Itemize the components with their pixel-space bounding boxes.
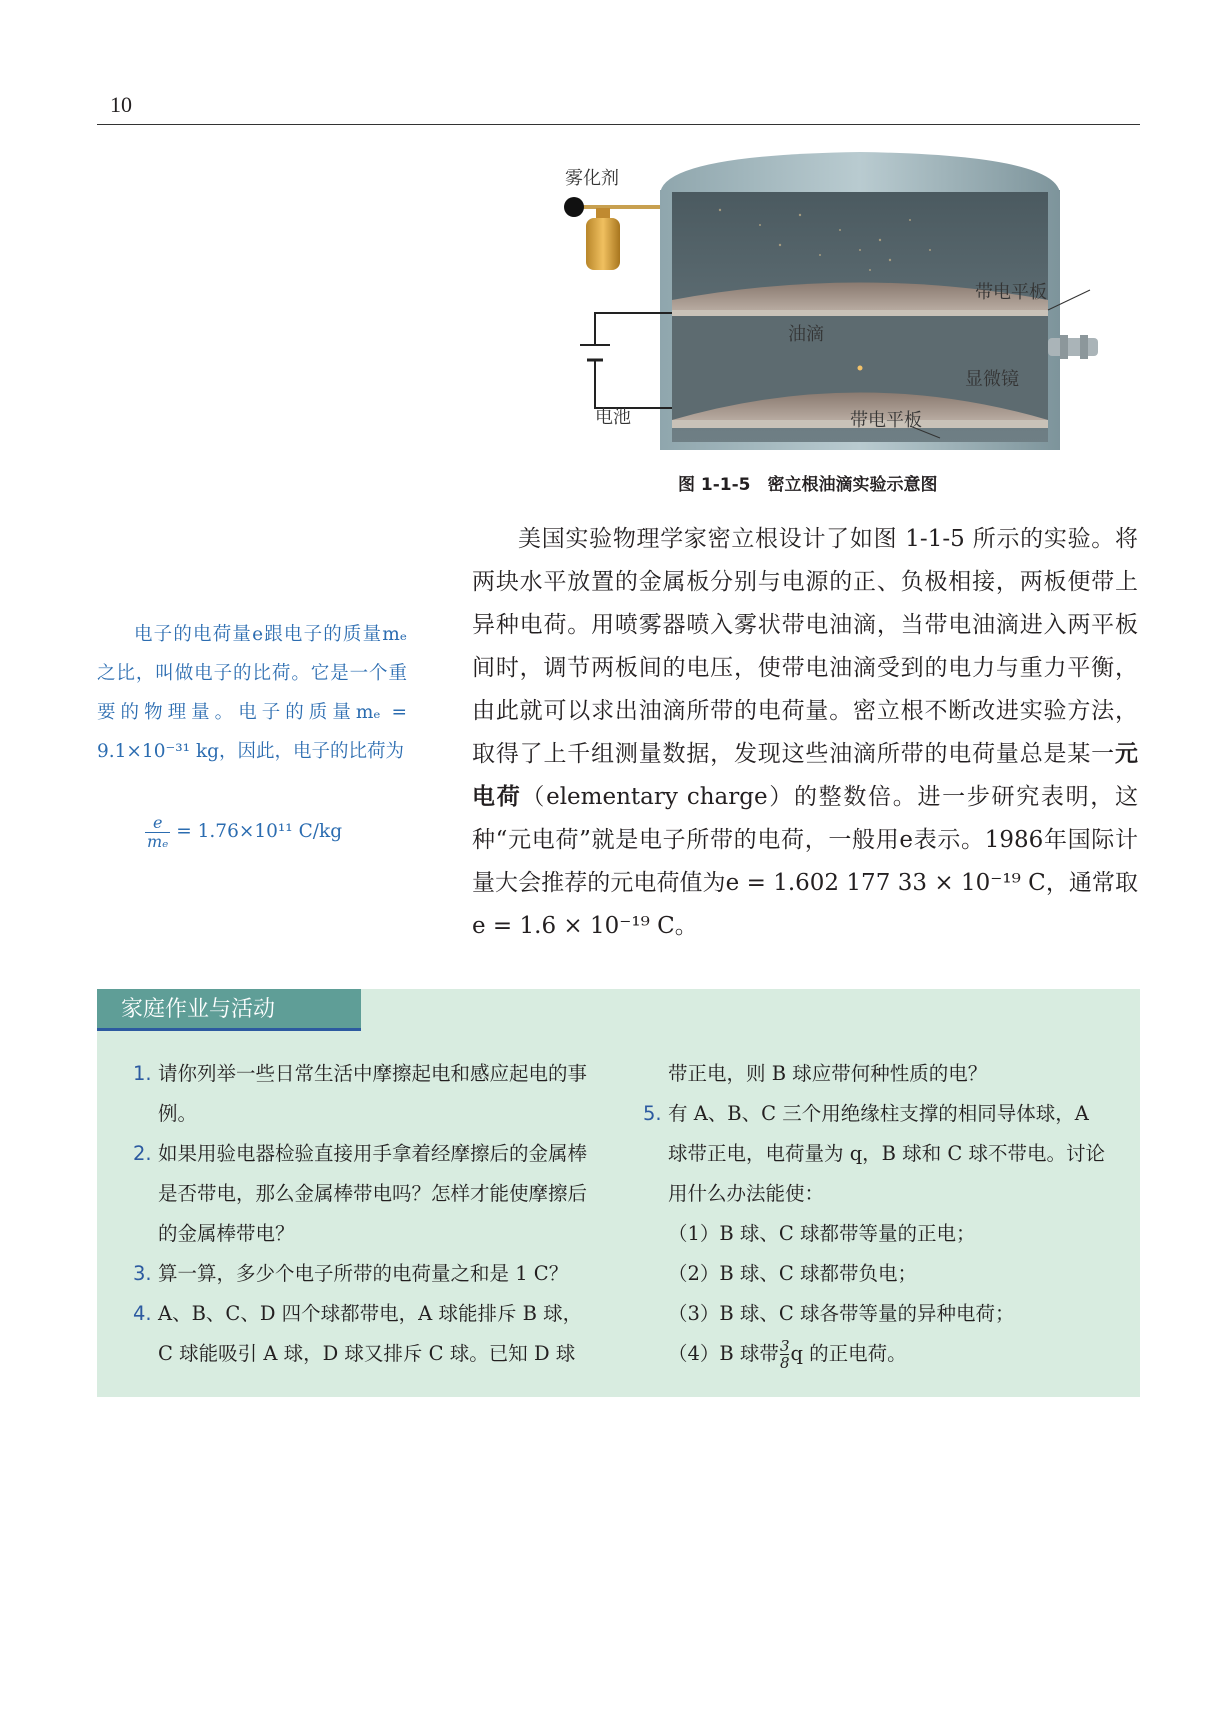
homework-item-4-continued: 带正电，则 B 球应带何种性质的电？: [668, 1062, 988, 1085]
sub4-prefix: （4）B 球带: [668, 1342, 779, 1365]
header-rule: [97, 124, 1140, 125]
homework-box: [97, 989, 1140, 1397]
homework-left-column: [133, 1054, 588, 1374]
item-text: 算一算，多少个电子所带的电荷量之和是 1 C？: [158, 1262, 569, 1285]
formula-denominator: mₑ: [147, 831, 169, 851]
label-charged-plate-bottom: 带电平板: [850, 410, 922, 431]
formula-numerator: e: [145, 814, 170, 833]
sub-item-1: （1）B 球、C 球都带等量的正电；: [668, 1222, 976, 1245]
homework-item-4: [133, 1294, 588, 1374]
label-battery: 电池: [595, 407, 631, 428]
formula-rhs: = 1.76×10¹¹ C/kg: [176, 821, 343, 842]
fraction-denominator: 8: [779, 1354, 790, 1372]
label-atomizer: 雾化剂: [565, 168, 619, 189]
sidenote-text: 电子的电荷量e跟电子的质量mₑ之比，叫做电子的比荷。它是一个重要的物理量。电子的质量mₑ = 9.1×10⁻³¹ kg，因此，电子的比荷为: [97, 624, 407, 762]
item-text: 请你列举一些日常生活中摩擦起电和感应起电的事例。: [158, 1062, 588, 1125]
specific-charge-formula: [145, 812, 445, 862]
homework-item-3: [133, 1254, 588, 1294]
homework-item-2: [133, 1134, 588, 1254]
item-number: 5.: [643, 1102, 662, 1125]
sub-item-4: [643, 1334, 1113, 1374]
main-text-part1: 美国实验物理学家密立根设计了如图 1-1-5 所示的实验。将两块水平放置的金属板分别与电源的正、负极相接，两板便带上异种电荷。用喷雾器喷入雾状带电油滴，当带电油滴进入两平板间时，调节两板间的电压，使带电油滴受到的电力与重力平衡，由此就可以求出油滴所带的电荷量。密立根不断改进实验方法，取得了上千组测量数据，发现这些油滴所带的电荷量总是某一: [472, 526, 1138, 767]
page-number: 10: [110, 92, 132, 117]
term-elementary-charge: 元电荷: [472, 741, 1138, 810]
homework-title: 家庭作业与活动: [97, 989, 361, 1031]
fraction-three-eighths: [780, 1338, 790, 1371]
item-number: 4.: [133, 1302, 152, 1325]
item-number: 1.: [133, 1062, 152, 1085]
main-paragraph: [472, 518, 1138, 948]
figure-caption: 图 1-1-5 密立根油滴实验示意图: [678, 475, 938, 495]
item-number: 2.: [133, 1142, 152, 1165]
homework-item-1: [133, 1054, 588, 1134]
apparatus-illustration: [560, 150, 1100, 470]
label-oil-drop: 油滴: [788, 324, 824, 345]
sub-item-3: （3）B 球、C 球各带等量的异种电荷；: [668, 1302, 1015, 1325]
sub-item-2: （2）B 球、C 球都带负电；: [668, 1262, 918, 1285]
main-text-part2: （elementary charge）的整数倍。进一步研究表明，这种“元电荷”就是电子所带的电荷，一般用e表示。1986年国际计量大会推荐的元电荷值为e = 1.602 177 33 × 10⁻¹⁹ C，通常取e = 1.6 × 10⁻¹⁹ C。: [472, 784, 1138, 939]
item-text: 如果用验电器检验直接用手拿着经摩擦后的金属棒是否带电，那么金属棒带电吗？怎样才能使摩擦后的金属棒带电？: [158, 1142, 588, 1245]
sidenote: [97, 615, 407, 851]
item-text: A、B、C、D 四个球都带电，A 球能排斥 B 球，C 球能吸引 A 球，D 球又排斥 C 球。已知 D 球: [158, 1302, 583, 1365]
sub4-suffix: q 的正电荷。: [790, 1342, 907, 1365]
homework-right-column: [643, 1054, 1113, 1374]
label-charged-plate-top: 带电平板: [975, 282, 1047, 303]
millikan-figure: [560, 150, 1100, 500]
item-number: 3.: [133, 1262, 152, 1285]
label-microscope: 显微镜: [965, 369, 1019, 390]
item-text: 有 A、B、C 三个用绝缘柱支撑的相同导体球，A 球带正电，电荷量为 q，B 球和 C 球不带电。讨论用什么办法能使：: [668, 1102, 1106, 1205]
formula-fraction: [145, 814, 170, 851]
homework-item-5: [643, 1094, 1113, 1214]
fraction-numerator: 3: [779, 1337, 790, 1355]
